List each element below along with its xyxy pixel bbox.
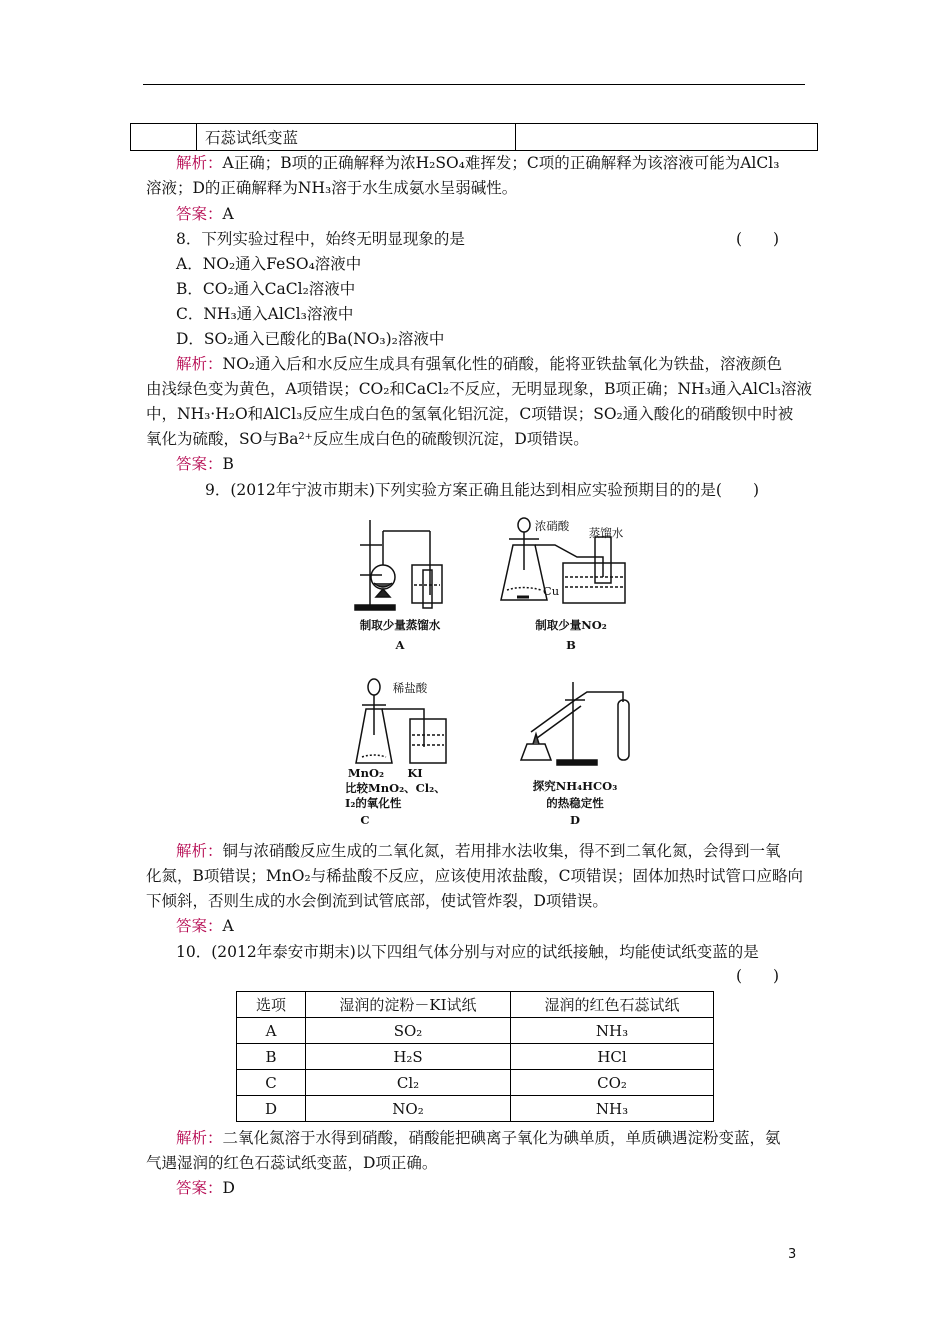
table-cell	[131, 124, 197, 151]
table-cell: C	[237, 1070, 306, 1096]
table-cell: D	[237, 1096, 306, 1122]
q10-answer: 答案：D	[176, 1179, 235, 1197]
table-row	[237, 1018, 714, 1044]
figure-d-caption-2: 的热稳定性	[546, 796, 604, 810]
figure-c-letter: C	[360, 813, 370, 827]
q8-option-d: D．SO₂通入已酸化的Ba(NO₃)₂溶液中	[176, 330, 445, 348]
figure-c-label-mno2: MnO₂	[347, 766, 385, 780]
table-cell: HCl	[511, 1044, 714, 1070]
q7-answer: 答案：A	[176, 205, 234, 223]
table-cell: NO₂	[306, 1096, 511, 1122]
figure-d-heating	[515, 672, 640, 772]
q8-stem: 8．下列实验过程中，始终无明显现象的是	[176, 230, 465, 248]
table-header: 湿润的红色石蕊试纸	[511, 992, 714, 1018]
table-cell: 石蕊试纸变蓝	[197, 124, 516, 151]
figure-b-letter: B	[566, 638, 576, 652]
q8-option-c: C．NH₃通入AlCl₃溶液中	[176, 305, 354, 323]
table-cell: B	[237, 1044, 306, 1070]
table-row	[131, 124, 818, 151]
table-cell: Cl₂	[306, 1070, 511, 1096]
figure-a-caption: 制取少量蒸馏水	[359, 618, 441, 632]
table-header: 选项	[237, 992, 306, 1018]
table-row	[237, 1070, 714, 1096]
q8-answer: 答案：B	[176, 455, 234, 473]
q8-option-a: A．NO₂通入FeSO₄溶液中	[176, 255, 362, 273]
q9-stem: 9．(2012年宁波市期末)下列实验方案正确且能达到相应实验预期目的的是( )	[205, 481, 759, 499]
q10-bracket: ( )	[736, 967, 780, 985]
figure-d-letter: D	[570, 813, 580, 827]
q7-explanation-line: 解析：A正确；B项的正确解释为浓H₂SO₄难挥发；C项的正确解释为该溶液可能为AlCl₃	[176, 154, 780, 172]
figure-c-caption-2: I₂的氧化性	[345, 796, 402, 810]
q9-explanation-line: 化氮，B项错误；MnO₂与稀盐酸不反应，应该使用浓盐酸，C项错误；固体加热时试管口应略向	[146, 867, 804, 885]
figure-b-label-cu: Cu	[542, 584, 560, 598]
figure-c-label-hcl: 稀盐酸	[392, 681, 428, 695]
q9-explanation-line: 解析：铜与浓硝酸反应生成的二氧化氮，若用排水法收集，得不到二氧化氮，会得到一氧	[176, 842, 781, 860]
q8-explanation-line: 氧化为硫酸，SO与Ba²⁺反应生成白色的硫酸钡沉淀，D项错误。	[146, 430, 589, 448]
table-row	[237, 1044, 714, 1070]
q10-stem: 10．(2012年泰安市期末)以下四组气体分别与对应的试纸接触，均能使试纸变蓝的是	[176, 943, 759, 961]
figure-c-caption-1: 比较MnO₂、Cl₂、	[345, 781, 446, 795]
figure-a-letter: A	[395, 638, 405, 652]
q8-explanation-line: 解析：NO₂通入后和水反应生成具有强氧化性的硝酸，能将亚铁盐氧化为铁盐，溶液颜色	[176, 355, 783, 373]
figure-b-label-acid: 浓硝酸	[534, 519, 570, 533]
q8-bracket: ( )	[736, 230, 780, 248]
figure-b-label-water: 蒸馏水	[588, 526, 624, 540]
q9-explanation-line: 下倾斜，否则生成的水会倒流到试管底部，使试管炸裂，D项错误。	[146, 892, 608, 910]
q10-table	[236, 991, 714, 1122]
q10-explanation-line: 气遇湿润的红色石蕊试纸变蓝，D项正确。	[146, 1154, 438, 1172]
q8-option-b: B．CO₂通入CaCl₂溶液中	[176, 280, 356, 298]
figure-a-distillation	[350, 515, 450, 615]
table-cell: NH₃	[511, 1018, 714, 1044]
continued-table	[130, 123, 818, 151]
figure-c-label-ki: KI	[407, 766, 423, 780]
table-cell: SO₂	[306, 1018, 511, 1044]
q9-answer: 答案：A	[176, 917, 234, 935]
q10-explanation-line: 解析：二氧化氮溶于水得到硝酸，硝酸能把碘离子氧化为碘单质，单质碘遇淀粉变蓝，氨	[176, 1129, 781, 1147]
q8-explanation-line: 由浅绿色变为黄色，A项错误；CO₂和CaCl₂不反应，无明显现象，B项正确；NH₃通入AlCl₃溶液	[146, 380, 812, 398]
table-cell: H₂S	[306, 1044, 511, 1070]
table-cell: CO₂	[511, 1070, 714, 1096]
header-rule	[143, 84, 805, 85]
table-header: 湿润的淀粉－KI试纸	[306, 992, 511, 1018]
table-row	[237, 1096, 714, 1122]
q7-explanation-line: 溶液；D的正确解释为NH₃溶于水生成氨水呈弱碱性。	[146, 179, 518, 197]
table-cell: A	[237, 1018, 306, 1044]
table-cell	[516, 124, 818, 151]
page-number: 3	[788, 1247, 797, 1262]
q8-explanation-line: 中，NH₃·H₂O和AlCl₃反应生成白色的氢氧化铝沉淀，C项错误；SO₂通入酸化的硝酸钡中时被	[146, 405, 794, 423]
figure-b-caption: 制取少量NO₂	[535, 618, 607, 632]
figure-d-caption-1: 探究NH₄HCO₃	[532, 779, 618, 793]
table-header-row	[237, 992, 714, 1018]
table-cell: NH₃	[511, 1096, 714, 1122]
